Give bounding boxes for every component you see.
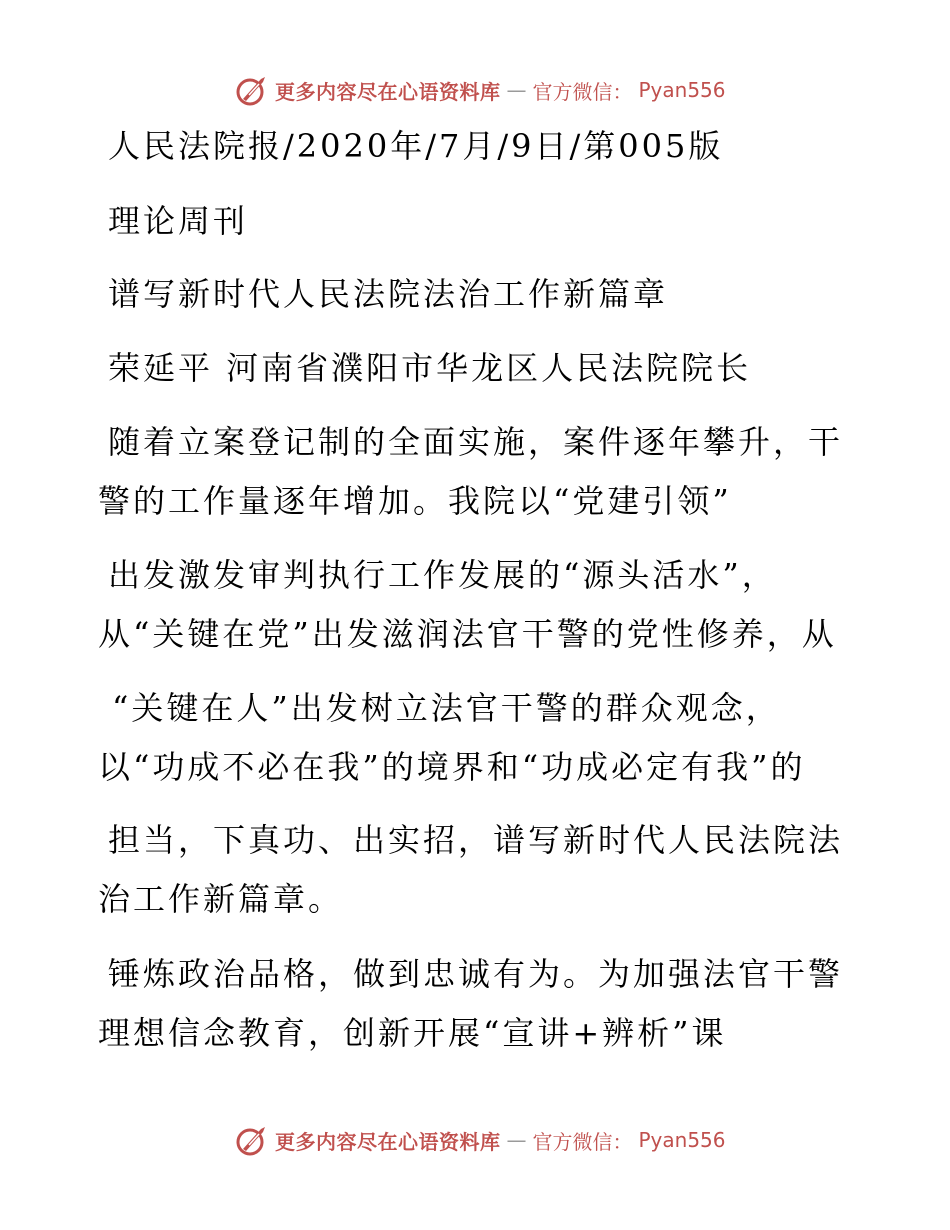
body-line: 理想信念教育，创新开展“宣讲+辨析”课 [98,1014,727,1052]
newspaper-source-line: 人民法院报/2020年/7月/9日/第005版 [108,127,724,165]
watermark-wechat-label: 官方微信： [532,1129,633,1154]
watermark-wechat-label: 官方微信： [532,79,633,104]
watermark-wechat-id: Pyan556 [638,1128,726,1152]
watermark-dash: — [506,78,527,102]
body-line: 随着立案登记制的全面实施，案件逐年攀升，干 [108,423,844,461]
watermark-brand: 更多内容尽在心语资料库 [275,1129,501,1154]
body-line: 治工作新篇章。 [98,880,344,918]
body-line: 以“功成不必在我”的境界和“功成必定有我”的 [98,748,806,786]
body-line: 从“关键在党”出发滋润法官干警的党性修养，从 [98,615,837,653]
header-watermark [235,72,726,108]
body-line: 警的工作量逐年增加。我院以“党建引领” [98,482,732,520]
watermark-wechat-id: Pyan556 [638,78,726,102]
body-line: 出发激发审判执行工作发展的“源头活水”， [108,556,777,594]
body-line: 锤炼政治品格，做到忠诚有为。为加强法官干警 [108,955,844,993]
footer-watermark [235,1122,726,1158]
body-line: 担当，下真功、出实招，谱写新时代人民法院法 [108,821,844,859]
watermark-brand: 更多内容尽在心语资料库 [275,79,501,104]
column-name: 理论周刊 [108,202,249,240]
quill-logo-icon [235,73,269,107]
watermark-dash: — [506,1128,527,1152]
body-line: “关键在人”出发树立法官干警的群众观念， [112,689,781,727]
article-author: 荣延平 河南省濮阳市华龙区人民法院院长 [108,349,752,387]
quill-logo-icon [235,1123,269,1157]
article-title: 谱写新时代人民法院法治工作新篇章 [108,275,669,313]
